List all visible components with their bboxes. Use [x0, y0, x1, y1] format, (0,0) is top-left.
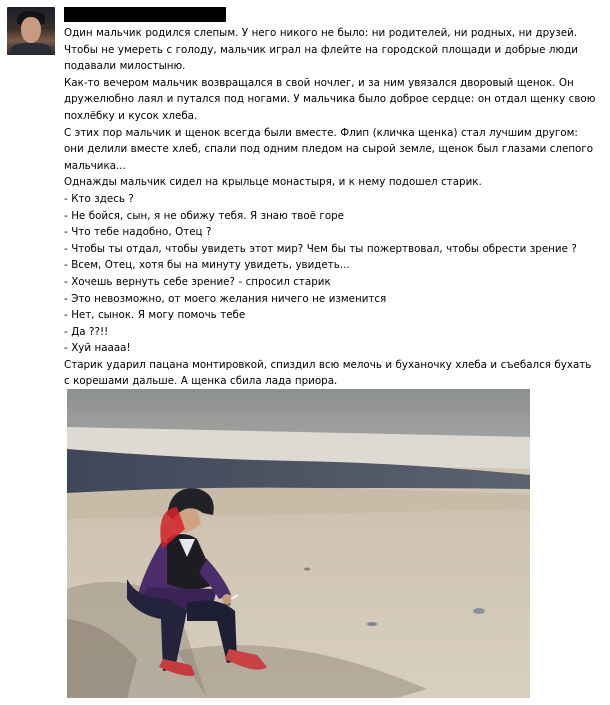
author-avatar[interactable] [7, 7, 55, 55]
dialogue-line: - Что тебе надобно, Отец ? [64, 226, 212, 239]
dialogue-line: - Не бойся, сын, я не обижу тебя. Я знаю твоё горе [64, 209, 345, 222]
author-name-redacted[interactable] [64, 7, 226, 22]
dialogue-line: - Нет, сынок. Я могу помочь тебе [64, 309, 246, 322]
dialogue-line: - Кто здесь ? [64, 192, 134, 205]
dialogue-line: - Всем, Отец, хотя бы на минуту увидеть, увидеть... [64, 259, 350, 272]
post-paragraph: Один мальчик родился слепым. У него никого не было: ни родителей, ни родных, ни друзей. Чтобы не умереть с голоду, мальчик играл на флейте на городской площади и добрые люди подавали милостыню. [64, 27, 578, 73]
dialogue-line: - Чтобы ты отдал, чтобы увидеть этот мир? Чем бы ты пожертвовал, чтобы обрести зрение ? [64, 242, 577, 255]
post-paragraph: Однажды мальчик сидел на крыльце монастыря, и к нему подошел старик. [64, 176, 482, 189]
dialogue-line: - Да ??!! [64, 325, 109, 338]
dialogue-line: - Это невозможно, от моего желания ничего не изменится [64, 292, 387, 305]
post-photo[interactable] [67, 389, 530, 698]
avatar-face [21, 17, 41, 43]
dialogue-line: - Хочешь вернуть себе зрение? - спросил старик [64, 275, 331, 288]
dialogue-line: - Хуй наааа! [64, 342, 131, 355]
photo-illustration [67, 389, 530, 698]
post-paragraph: С этих пор мальчик и щенок всегда были вместе. Флип (кличка щенка) стал лучшим другом: они делили вместе хлеб, спали под одним пледом на сырой земле, щенок был глазами слепого мальчика... [64, 126, 594, 172]
post-paragraph: Старик ударил пацана монтировкой, спиздил всю мелочь и буханочку хлеба и съебался бухать с корешами дальше. А щенка сбила лада приора. [64, 358, 592, 388]
avatar-shirt [11, 43, 51, 55]
post-text [64, 25, 599, 390]
post-paragraph: Как-то вечером мальчик возвращался в свой ночлег, и за ним увязался дворовый щенок. Он дружелюбно лаял и путался под ногами. У мальчика было доброе сердце: он отдал щенку свою похлёбку и кусок хлеба. [64, 76, 596, 122]
